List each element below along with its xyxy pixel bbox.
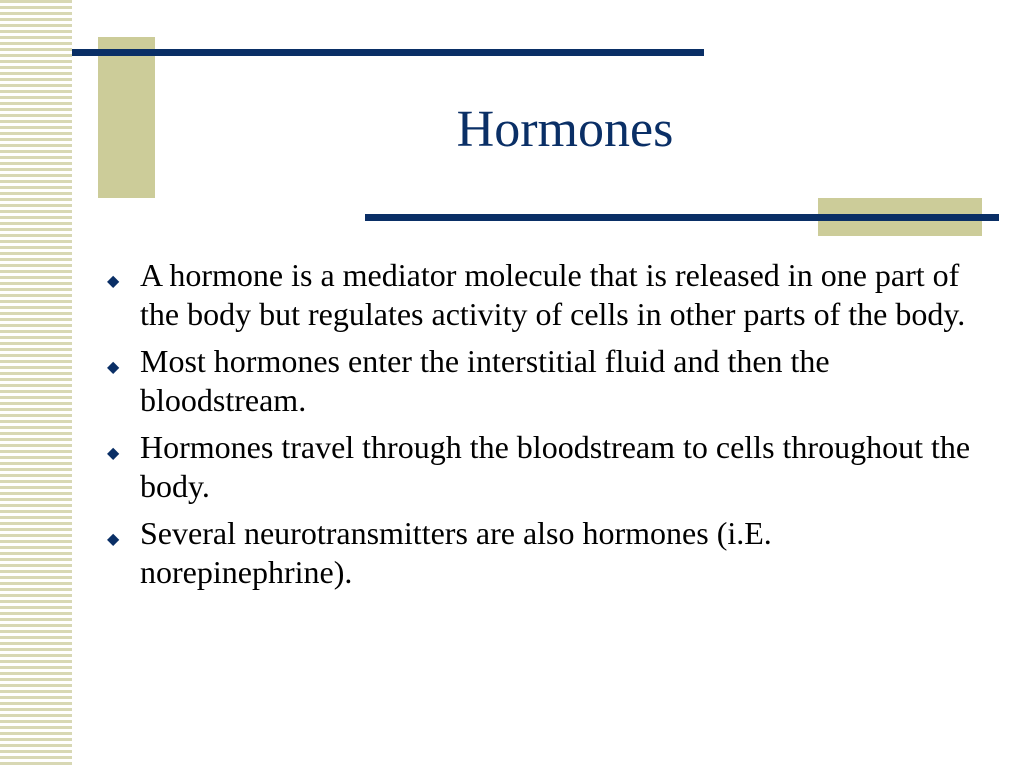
bullet-text: A hormone is a mediator molecule that is released in one part of the body but regulates activity of cells in other parts of the body. — [140, 257, 966, 332]
bullet-list — [105, 256, 985, 600]
bullet-text: Hormones travel through the bloodstream to cells throughout the body. — [140, 429, 971, 504]
top-accent-block — [98, 37, 155, 198]
bullet-item — [105, 428, 985, 506]
bullet-text: Most hormones enter the interstitial fluid and then the bloodstream. — [140, 343, 830, 418]
diamond-icon: ◆ — [107, 445, 120, 462]
diamond-icon: ◆ — [107, 531, 120, 548]
diamond-icon: ◆ — [107, 359, 120, 376]
top-rule-line — [72, 49, 704, 56]
bullet-item — [105, 514, 985, 592]
bullet-item — [105, 256, 985, 334]
bullet-text: Several neurotransmitters are also hormones (i.E. norepinephrine). — [140, 515, 772, 590]
bullet-item — [105, 342, 985, 420]
bottom-rule-line — [365, 214, 999, 221]
left-stripe-border — [0, 0, 72, 768]
diamond-icon: ◆ — [107, 273, 120, 290]
slide-title: Hormones — [456, 101, 674, 158]
